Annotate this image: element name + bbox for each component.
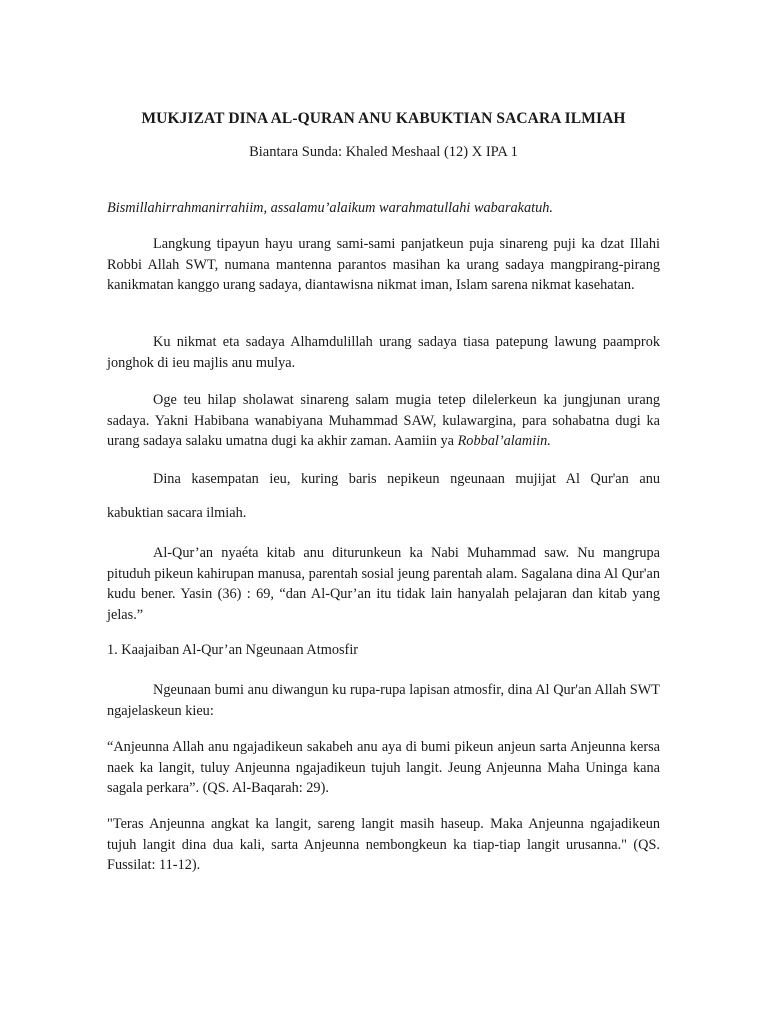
greeting-paragraph: Bismillahirrahmanirrahiim, assalamu’alaikum warahmatullahi wabarakatuh. (107, 200, 554, 216)
paragraph-5: Al-Qur’an nyaéta kitab anu diturunkeun ka Nabi Muhammad saw. Nu mangrupa pituduh pikeun kahirupan manusa, parentah sosial jeung parentah alam. Sagalana dina Al Qur'an kudu bener. Yasin (36) : 69, “dan Al-Qur’an itu tidak lain hanyalah pelajaran dan kitab yang jelas.” (107, 545, 660, 623)
paragraph-3-text: Oge teu hilap sholawat sinareng salam mugia tetep dilelerkeun ka jungjunan urang sadaya. Yakni Habibana wanabiyana Muhammad SAW, kulawargina, para sohabatna dugi ka urang sadaya salaku umatna dugi ka akhir zaman. Aamiin ya (107, 392, 660, 449)
byline: Biantara Sunda: Khaled Meshaal (12) X IPA 1 (249, 144, 518, 160)
paragraph-4-line-1: Dina kasempatan ieu, kuring baris nepikeun ngeunaan mujijat Al Qur'an anu (153, 471, 660, 487)
paragraph-4-line-2: kabuktian sacara ilmiah. (107, 505, 247, 521)
quote-1: “Anjeunna Allah anu ngajadikeun sakabeh anu aya di bumi pikeun anjeun sarta Anjeunna kersa naek ka langit, tuluy Anjeunna ngajadikeun tujuh langit. Jeung Anjeunna Maha Uninga kana sagala perkara”. (QS. Al-Baqarah: 29). (107, 739, 660, 796)
quote-2: "Teras Anjeunna angkat ka langit, sareng langit masih haseup. Maka Anjeunna ngajadikeun tujuh langit dina dua kali, sarta Anjeunna nembongkeun ka tiap-tiap langit urusanna." (QS. Fussilat: 11-12). (107, 816, 660, 873)
paragraph-1: Langkung tipayun hayu urang sami-sami panjatkeun puja sinareng puji ka dzat Illahi Robbi Allah SWT, numana mantenna parantos masihan ka urang sadaya mangpirang-pirang kanikmatan kanggo urang sadaya, diantawisna nikmat iman, Islam sarena nikmat kasehatan. (107, 236, 660, 293)
paragraph-3 (107, 390, 660, 452)
paragraph-6: Ngeunaan bumi anu diwangun ku rupa-rupa lapisan atmosfir, dina Al Qur'an Allah SWT ngajelaskeun kieu: (107, 682, 660, 719)
paragraph-2: Ku nikmat eta sadaya Alhamdulillah urang sadaya tiasa patepung lawung paamprok jonghok di ieu majlis anu mulya. (107, 334, 660, 371)
section-heading-1: 1. Kaajaiban Al-Qur’an Ngeunaan Atmosfir (107, 642, 359, 658)
document-title: MUKJIZAT DINA AL-QURAN ANU KABUKTIAN SACARA ILMIAH (141, 110, 626, 127)
paragraph-3-italic: Robbal’alamiin. (457, 433, 551, 449)
